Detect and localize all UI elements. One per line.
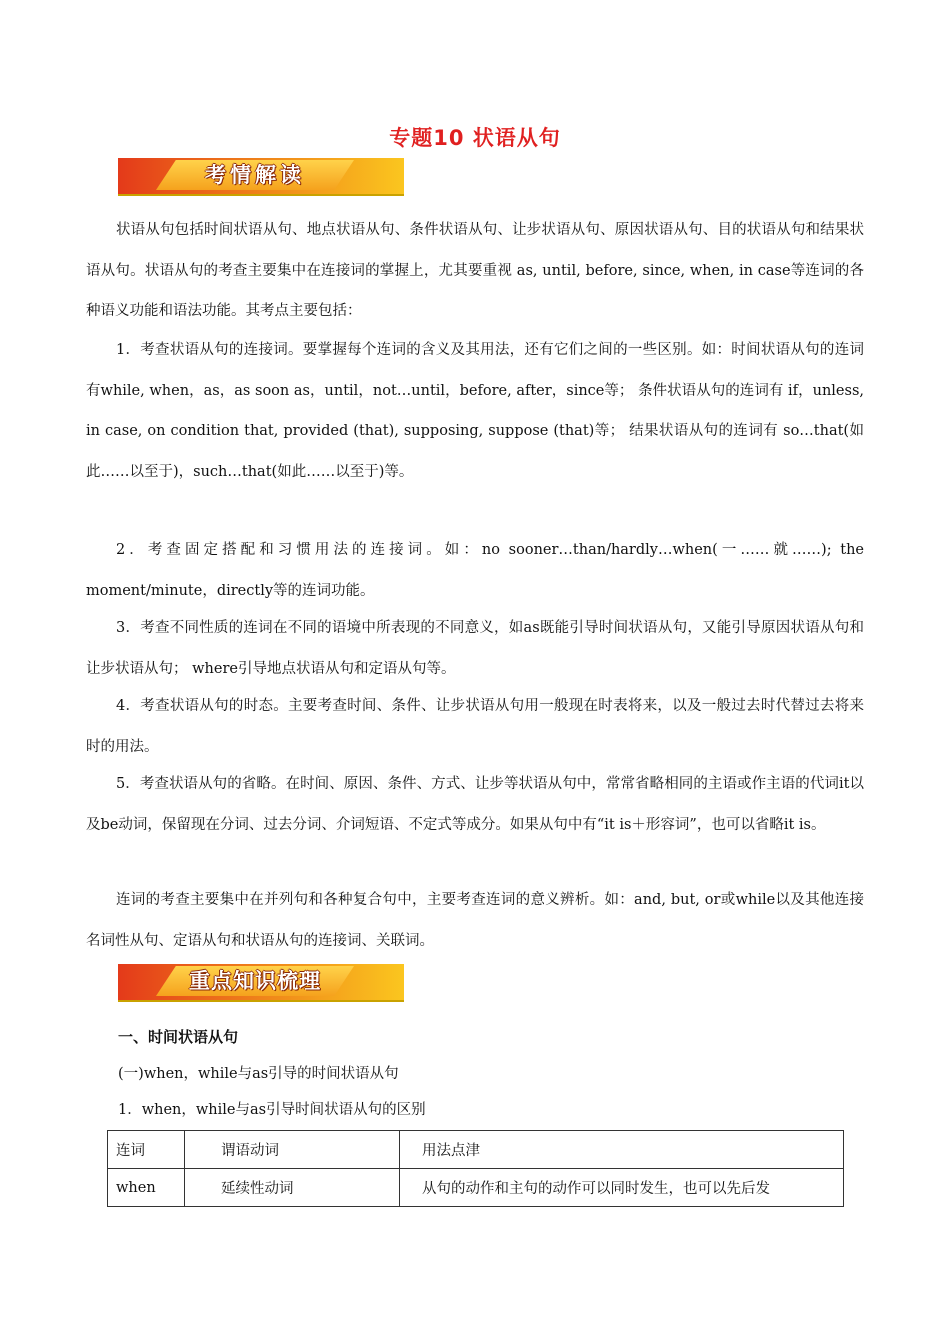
page-title: 专题10 状语从句 bbox=[389, 126, 561, 150]
point-4-paragraph: 4．考查状语从句的时态。主要考查时间、条件、让步状语从句用一般现在时表将来，以及一般过去时代替过去将来时的用法。 bbox=[86, 698, 864, 755]
table-row bbox=[108, 1169, 844, 1207]
table-cell: 从句的动作和主句的动作可以同时发生，也可以先后发 bbox=[400, 1169, 844, 1207]
table-header-cell: 连词 bbox=[108, 1131, 185, 1169]
point-1-paragraph: 1．考查状语从句的连接词。要掌握每个连词的含义及其用法，还有它们之间的一些区别。如：时间状语从句的连词有while, when，as，as soon as，until，not…until，before, after，since等； 条件状语从句的连词有 if，unless, in case, on condition that, provided (that), supposing, suppose (that)等； 结果状语从句的连词有 so…that(如此……以至于)，such…that(如此……以至于)等。 bbox=[86, 342, 864, 480]
point-5-paragraph: 5．考查状语从句的省略。在时间、原因、条件、方式、让步等状语从句中，常常省略相同的主语或作主语的代词it以及be动词，保留现在分词、过去分词、介词短语、不定式等成分。如果从句中有“it is＋形容词”，也可以省略it is。 bbox=[86, 776, 864, 833]
point-3-paragraph: 3．考查不同性质的连词在不同的语境中所表现的不同意义，如as既能引导时间状语从句，又能引导原因状语从句和让步状语从句； where引导地点状语从句和定语从句等。 bbox=[86, 620, 864, 677]
section-heading-time-clauses: 一、时间状语从句 bbox=[118, 1028, 239, 1046]
banner-label: 重点知识梳理 bbox=[189, 969, 321, 993]
table-header-cell: 谓语动词 bbox=[185, 1131, 400, 1169]
conjunction-usage-table bbox=[107, 1130, 844, 1207]
intro-paragraph: 状语从句包括时间状语从句、地点状语从句、条件状语从句、让步状语从句、原因状语从句、目的状语从句和结果状语从句。状语从句的考查主要集中在连接词的掌握上，尤其要重视 as, until, before, since, when, in case等连词的各种语义功能和语法功能。其考点主要包括： bbox=[86, 222, 864, 319]
table-cell: 延续性动词 bbox=[185, 1169, 400, 1207]
point-2-paragraph: 2．考查固定搭配和习惯用法的连接词。如：no sooner…than/hardly…when(一……就……); the moment/minute，directly等的连词功能。 bbox=[86, 542, 864, 599]
table-header-row bbox=[108, 1131, 844, 1169]
item-heading: 1．when，while与as引导时间状语从句的区别 bbox=[118, 1102, 426, 1118]
table-cell: when bbox=[108, 1169, 185, 1207]
banner-label: 考情解读 bbox=[205, 163, 305, 187]
conjunction-summary-paragraph: 连词的考查主要集中在并列句和各种复合句中，主要考查连词的意义辨析。如：and, but, or或while以及其他连接名词性从句、定语从句和状语从句的连接词、关联词。 bbox=[86, 892, 864, 949]
section-banner-key-points bbox=[118, 964, 404, 1002]
subsection-heading: (一)when，while与as引导的时间状语从句 bbox=[118, 1066, 399, 1082]
table-header-cell: 用法点津 bbox=[400, 1131, 844, 1169]
section-banner-exam-analysis bbox=[118, 158, 404, 196]
